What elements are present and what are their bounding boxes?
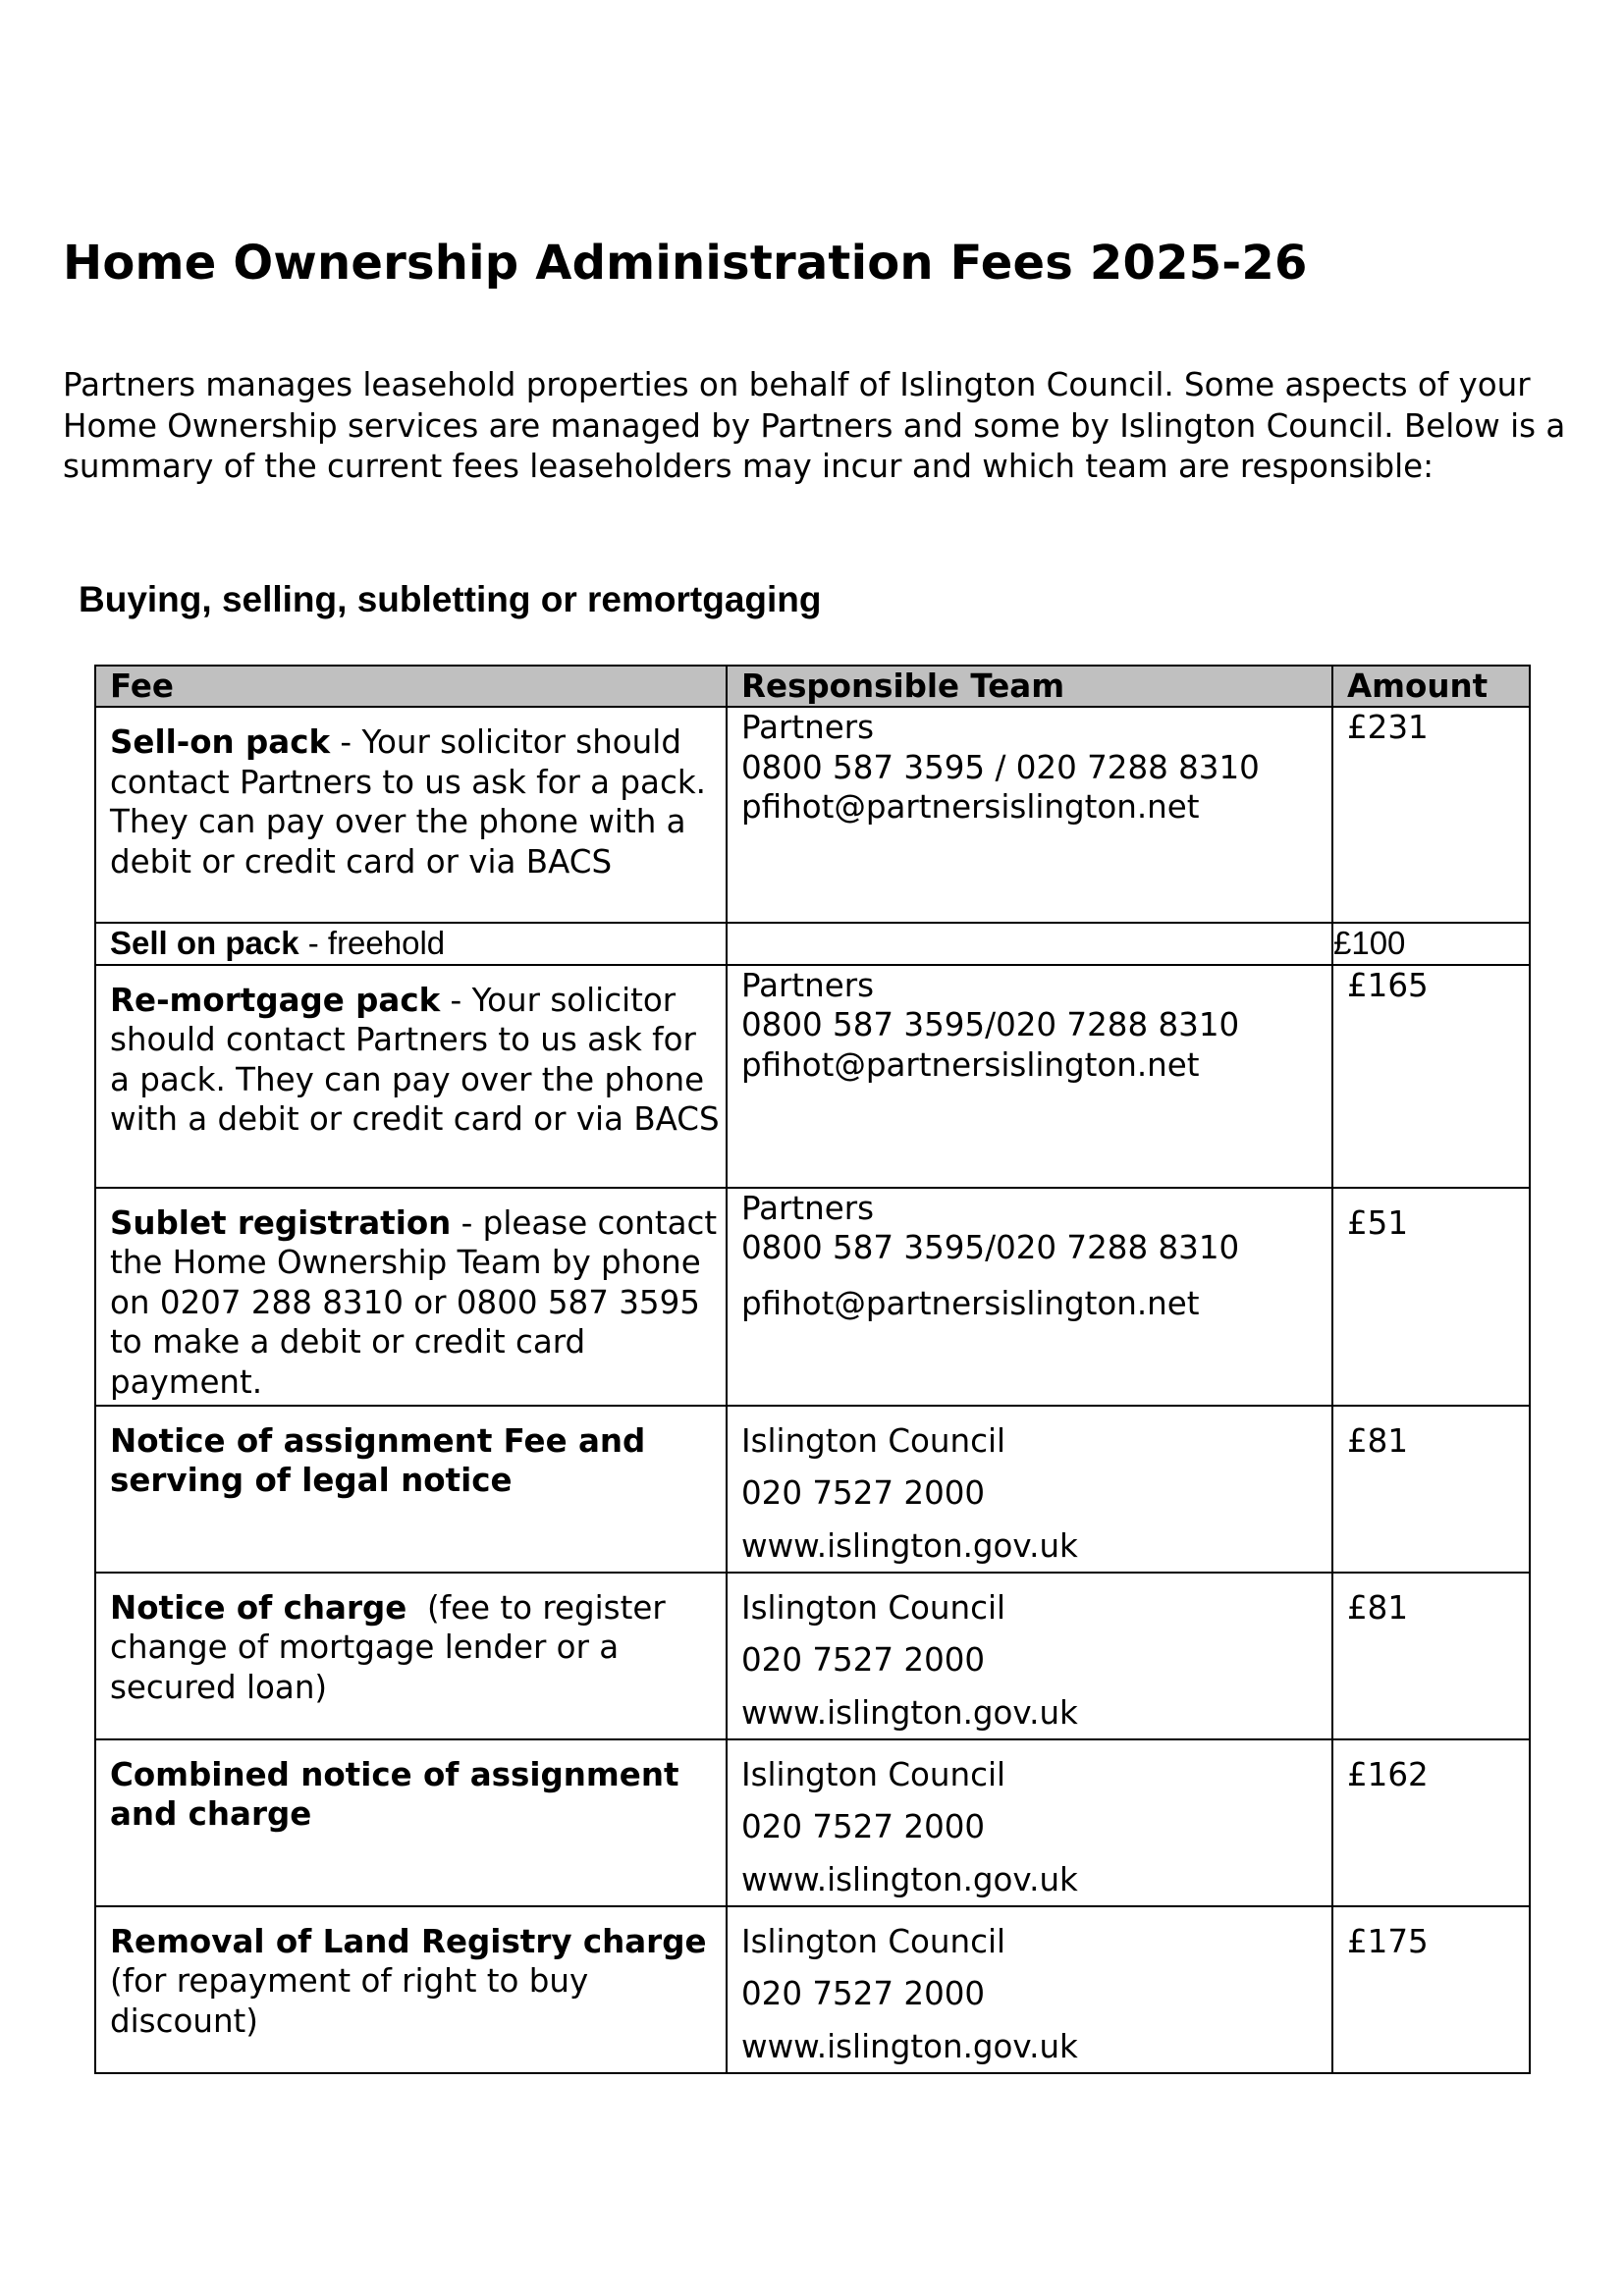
table-row <box>95 1406 1530 1573</box>
team-email: pfihot@partnersislington.net <box>741 788 1200 826</box>
team-website: www.islington.gov.uk <box>741 1693 1078 1732</box>
fee-title: Sell-on pack <box>110 723 331 761</box>
fee-title: Combined notice of assignment and charge <box>110 1755 679 1833</box>
team-name: Islington Council <box>741 1922 1006 1960</box>
table-header-row <box>95 666 1530 707</box>
team-name: Islington Council <box>741 1755 1006 1793</box>
page-title: Home Ownership Administration Fees 2025-26 <box>63 236 1308 291</box>
amount-value: £100 <box>1333 925 1406 961</box>
team-name: Partners <box>741 709 875 746</box>
amount-cell <box>1332 1188 1530 1406</box>
header-responsible-team: Responsible Team <box>727 666 1332 707</box>
fee-title: Removal of Land Registry charge <box>110 1922 707 1960</box>
team-email: pfihot@partnersislington.net <box>741 1284 1200 1322</box>
table-row <box>95 1188 1530 1406</box>
fee-cell <box>95 1906 727 2073</box>
amount-value: £51 <box>1347 1203 1409 1242</box>
section-heading: Buying, selling, subletting or remortgaging <box>79 579 822 619</box>
fee-description: (fee to register change of mortgage lender or a secured loan) <box>110 1588 677 1706</box>
fee-title: Sell on pack <box>110 925 299 961</box>
team-cell <box>727 1739 1332 1906</box>
team-phone: 0800 587 3595/020 7288 8310 <box>741 1006 1240 1043</box>
amount-cell: £231 <box>1332 707 1530 923</box>
team-cell <box>727 1188 1332 1406</box>
team-phone: 020 7527 2000 <box>741 1641 986 1679</box>
amount-value: £175 <box>1347 1922 1429 1960</box>
team-website: www.islington.gov.uk <box>741 1526 1078 1565</box>
amount-value: £162 <box>1347 1755 1429 1793</box>
fees-table <box>94 665 1531 2074</box>
fee-title: Re-mortgage pack <box>110 981 441 1019</box>
fee-cell <box>95 1188 727 1406</box>
fee-title: Notice of charge <box>110 1588 407 1627</box>
team-phone: 020 7527 2000 <box>741 1975 986 2012</box>
amount-cell <box>1332 1573 1530 1739</box>
fee-cell <box>95 1406 727 1573</box>
table-row <box>95 1573 1530 1739</box>
fee-description: - freehold <box>298 925 446 961</box>
team-cell <box>727 1406 1332 1573</box>
amount-value: £81 <box>1347 1421 1409 1460</box>
fee-description: - Your solicitor should contact Partners to us ask for a pack. They can pay over the phone with a debit or credit card or via BACS <box>110 981 720 1138</box>
amount-cell <box>1332 923 1530 965</box>
fee-description: - Your solicitor should contact Partners to us ask for a pack. They can pay over the phone with a debit or credit card or via BACS <box>110 723 706 881</box>
fee-cell <box>95 707 727 923</box>
amount-cell <box>1332 1906 1530 2073</box>
team-email: pfihot@partnersislington.net <box>741 1045 1200 1084</box>
fee-title: Notice of assignment Fee and serving of legal notice <box>110 1421 646 1499</box>
team-phone: 0800 587 3595 / 020 7288 8310 <box>741 748 1260 786</box>
team-name: Partners <box>741 1189 875 1227</box>
fee-cell <box>95 1573 727 1739</box>
team-cell <box>727 1906 1332 2073</box>
fee-title: Sublet registration <box>110 1203 452 1242</box>
intro-paragraph: Partners manages leasehold properties on behalf of Islington Council. Some aspects of your Home Ownership services are managed by Partners and some by Islington Council. Below is a summary of the current fees leaseholders may incur and which team are responsible: <box>63 366 1566 485</box>
team-cell <box>727 965 1332 1188</box>
table-row <box>95 1906 1530 2073</box>
amount-cell: £165 <box>1332 965 1530 1188</box>
team-cell <box>727 707 1332 923</box>
team-name: Islington Council <box>741 1588 1006 1627</box>
table-row <box>95 707 1530 923</box>
table-row <box>95 923 1530 965</box>
table-row <box>95 1739 1530 1906</box>
team-name: Islington Council <box>741 1421 1006 1460</box>
team-website: www.islington.gov.uk <box>741 1860 1078 1898</box>
fee-description: (for repayment of right to buy discount) <box>110 1962 589 2040</box>
fee-cell <box>95 923 727 965</box>
team-name: Partners <box>741 966 875 1004</box>
amount-cell <box>1332 1739 1530 1906</box>
header-amount: Amount <box>1332 666 1530 707</box>
amount-value: £81 <box>1347 1588 1409 1627</box>
amount-cell <box>1332 1406 1530 1573</box>
table-row <box>95 965 1530 1188</box>
team-website: www.islington.gov.uk <box>741 2027 1078 2065</box>
header-fee: Fee <box>95 666 727 707</box>
team-cell <box>727 1573 1332 1739</box>
team-phone: 0800 587 3595/020 7288 8310 <box>741 1229 1240 1266</box>
team-phone: 020 7527 2000 <box>741 1474 986 1512</box>
team-cell <box>727 923 1332 965</box>
fee-cell <box>95 1739 727 1906</box>
team-phone: 020 7527 2000 <box>741 1808 986 1845</box>
fee-description: - please contact the Home Ownership Team by phone on 0207 288 8310 or 0800 587 3595 to make a debit or credit card payment. <box>110 1203 718 1401</box>
fee-cell <box>95 965 727 1188</box>
